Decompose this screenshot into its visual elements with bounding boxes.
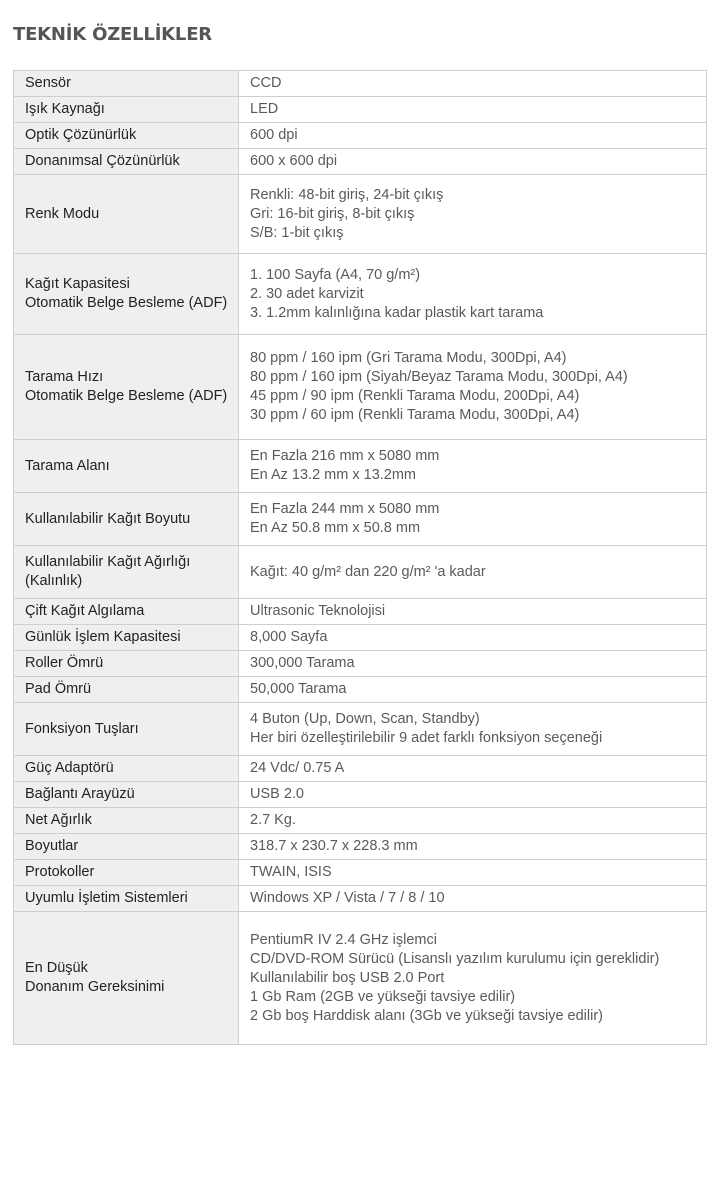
- spec-row: [14, 651, 707, 677]
- spec-label: Kağıt Kapasitesi: [25, 276, 130, 292]
- spec-value: TWAIN, ISIS: [250, 864, 332, 880]
- spec-value-cell: [239, 440, 707, 493]
- spec-row: [14, 860, 707, 886]
- spec-label-cell: [14, 175, 239, 254]
- spec-row: [14, 123, 707, 149]
- spec-value-cell: [239, 703, 707, 756]
- spec-label: Otomatik Belge Besleme (ADF): [25, 295, 228, 311]
- spec-label: Kullanılabilir Kağıt Boyutu: [25, 510, 191, 527]
- spec-label-cell: [14, 440, 239, 493]
- spec-label-cell: [14, 808, 239, 834]
- spec-label-cell: [14, 756, 239, 782]
- spec-label-cell: [14, 149, 239, 175]
- spec-row: [14, 175, 707, 254]
- spec-value-cell: [239, 254, 707, 335]
- spec-value-cell: [239, 782, 707, 808]
- spec-row: [14, 886, 707, 912]
- spec-label: Otomatik Belge Besleme (ADF): [25, 388, 228, 404]
- spec-value: 30 ppm / 60 ipm (Renkli Tarama Modu, 300Dpi, A4): [250, 407, 580, 423]
- spec-value: 1 Gb Ram (2GB ve yükseği tavsiye edilir): [250, 988, 516, 1005]
- spec-row: [14, 834, 707, 860]
- spec-value: 3. 1.2mm kalınlığına kadar plastik kart tarama: [250, 304, 544, 321]
- spec-value-cell: [239, 175, 707, 254]
- spec-label-cell: [14, 625, 239, 651]
- spec-value: Gri: 16-bit giriş, 8-bit çıkış: [250, 205, 415, 222]
- spec-value: 8,000 Sayfa: [250, 629, 328, 645]
- spec-value-cell: [239, 651, 707, 677]
- spec-value: 80 ppm / 160 ipm (Gri Tarama Modu, 300Dpi, A4): [250, 350, 567, 366]
- spec-label: Pad Ömrü: [25, 681, 92, 697]
- spec-value-cell: [239, 677, 707, 703]
- spec-label-cell: [14, 834, 239, 860]
- spec-row: [14, 625, 707, 651]
- spec-value: Her biri özelleştirilebilir 9 adet farklı fonksiyon seçeneği: [250, 730, 603, 746]
- spec-label: Güç Adaptörü: [25, 760, 114, 776]
- spec-value-cell: [239, 546, 707, 599]
- spec-label-cell: [14, 886, 239, 912]
- spec-value: Renkli: 48-bit giriş, 24-bit çıkış: [250, 186, 444, 203]
- spec-value-cell: [239, 149, 707, 175]
- spec-value: En Fazla 216 mm x 5080 mm: [250, 448, 440, 464]
- spec-row: [14, 149, 707, 175]
- spec-value: 600 x 600 dpi: [250, 153, 338, 169]
- spec-label: Sensör: [25, 75, 71, 91]
- spec-value: 2. 30 adet karvizit: [250, 285, 364, 302]
- spec-value-cell: [239, 860, 707, 886]
- spec-label-cell: [14, 651, 239, 677]
- spec-row: [14, 493, 707, 546]
- spec-label-cell: [14, 912, 239, 1045]
- spec-row: [14, 756, 707, 782]
- spec-label: Kullanılabilir Kağıt Ağırlığı: [25, 554, 191, 570]
- spec-value: 600 dpi: [250, 127, 298, 143]
- spec-label-cell: [14, 677, 239, 703]
- spec-value: 300,000 Tarama: [250, 655, 355, 671]
- spec-value-cell: [239, 756, 707, 782]
- spec-value: CCD: [250, 75, 282, 91]
- spec-row: [14, 703, 707, 756]
- spec-label: Çift Kağıt Algılama: [25, 603, 145, 619]
- spec-label-cell: [14, 97, 239, 123]
- spec-label-cell: [14, 493, 239, 546]
- spec-row: [14, 546, 707, 599]
- spec-value: LED: [250, 101, 279, 117]
- spec-label: Net Ağırlık: [25, 812, 92, 828]
- spec-value: En Az 50.8 mm x 50.8 mm: [250, 520, 421, 536]
- spec-value: 4 Buton (Up, Down, Scan, Standby): [250, 711, 480, 727]
- spec-value: USB 2.0: [250, 786, 304, 802]
- spec-row: [14, 808, 707, 834]
- spec-label-cell: [14, 123, 239, 149]
- spec-value: 2.7 Kg.: [250, 812, 296, 828]
- spec-value-cell: [239, 123, 707, 149]
- spec-label: Uyumlu İşletim Sistemleri: [25, 890, 188, 906]
- spec-label: Protokoller: [25, 864, 95, 880]
- spec-label-cell: [14, 599, 239, 625]
- spec-value-cell: [239, 71, 707, 97]
- spec-label: Donanımsal Çözünürlük: [25, 153, 180, 169]
- spec-row: [14, 254, 707, 335]
- spec-label: Tarama Alanı: [25, 457, 110, 474]
- spec-value: 45 ppm / 90 ipm (Renkli Tarama Modu, 200Dpi, A4): [250, 388, 580, 404]
- spec-label: Işık Kaynağı: [25, 101, 105, 117]
- spec-row: [14, 97, 707, 123]
- spec-value: CD/DVD-ROM Sürücü (Lisanslı yazılım kurulumu için gereklidir): [250, 950, 660, 967]
- spec-value: Ultrasonic Teknolojisi: [250, 603, 386, 619]
- spec-label-cell: [14, 71, 239, 97]
- spec-value: Kullanılabilir boş USB 2.0 Port: [250, 969, 445, 986]
- spec-row: [14, 599, 707, 625]
- spec-table-body: [14, 71, 707, 1045]
- spec-label: Bağlantı Arayüzü: [25, 786, 135, 802]
- spec-row: [14, 782, 707, 808]
- spec-value: 2 Gb boş Harddisk alanı (3Gb ve yükseği tavsiye edilir): [250, 1007, 603, 1024]
- spec-label-cell: [14, 860, 239, 886]
- spec-value: 24 Vdc/ 0.75 A: [250, 760, 345, 776]
- spec-row: [14, 912, 707, 1045]
- spec-label-cell: [14, 782, 239, 808]
- spec-value-cell: [239, 886, 707, 912]
- spec-value: Windows XP / Vista / 7 / 8 / 10: [250, 890, 445, 906]
- spec-row: [14, 71, 707, 97]
- spec-value-cell: [239, 625, 707, 651]
- spec-label: Tarama Hızı: [25, 369, 104, 385]
- spec-label: Donanım Gereksinimi: [25, 979, 165, 995]
- spec-label: En Düşük: [25, 960, 88, 976]
- spec-label-cell: [14, 335, 239, 440]
- spec-value-cell: [239, 834, 707, 860]
- spec-value: Kağıt: 40 g/m² dan 220 g/m² 'a kadar: [250, 563, 486, 580]
- spec-value-cell: [239, 912, 707, 1045]
- spec-label-cell: [14, 546, 239, 599]
- spec-value: 80 ppm / 160 ipm (Siyah/Beyaz Tarama Modu, 300Dpi, A4): [250, 369, 628, 385]
- spec-label: Roller Ömrü: [25, 655, 104, 671]
- page-title: TEKNİK ÖZELLİKLER: [13, 24, 212, 45]
- spec-row: [14, 440, 707, 493]
- spec-label: Günlük İşlem Kapasitesi: [25, 629, 181, 645]
- spec-value: 50,000 Tarama: [250, 681, 347, 697]
- spec-value: 318.7 x 230.7 x 228.3 mm: [250, 838, 418, 854]
- spec-value: PentiumR IV 2.4 GHz işlemci: [250, 931, 437, 948]
- spec-value-cell: [239, 599, 707, 625]
- spec-value-cell: [239, 97, 707, 123]
- spec-value-cell: [239, 493, 707, 546]
- spec-value-cell: [239, 808, 707, 834]
- spec-value: En Fazla 244 mm x 5080 mm: [250, 501, 440, 517]
- spec-row: [14, 677, 707, 703]
- spec-value: En Az 13.2 mm x 13.2mm: [250, 467, 417, 483]
- spec-value-cell: [239, 335, 707, 440]
- spec-table: [13, 70, 707, 1045]
- spec-label: Fonksiyon Tuşları: [25, 720, 139, 737]
- spec-label-cell: [14, 703, 239, 756]
- spec-label: Renk Modu: [25, 205, 100, 222]
- spec-value: 1. 100 Sayfa (A4, 70 g/m²): [250, 266, 421, 283]
- spec-label: Optik Çözünürlük: [25, 127, 137, 143]
- spec-label: Boyutlar: [25, 838, 79, 854]
- spec-label-cell: [14, 254, 239, 335]
- spec-label: (Kalınlık): [25, 573, 83, 589]
- spec-value: S/B: 1-bit çıkış: [250, 224, 344, 241]
- spec-row: [14, 335, 707, 440]
